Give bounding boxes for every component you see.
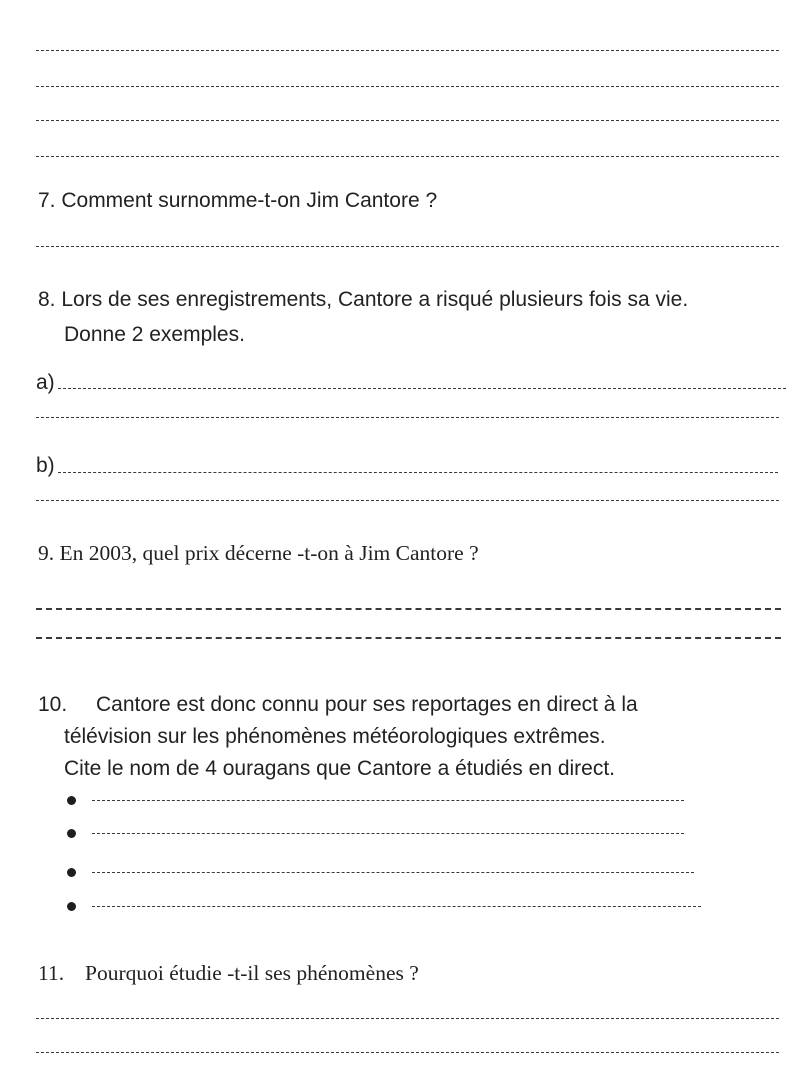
answer-line-q9 [36,608,781,610]
bullet-answer-line-4 [92,906,701,907]
bullet-icon [67,829,76,838]
answer-line [36,156,779,157]
question-11 [38,958,419,988]
question-11-number: 11. [38,961,65,985]
answer-line-a [58,388,786,389]
question-10-line1 [38,690,638,720]
question-8-line2: Donne 2 exemples. [64,323,245,346]
bullet-icon [67,902,76,911]
question-8-line1: 8. Lors de ses enregistrements, Cantore a risqué plusieurs fois sa vie. [38,288,689,311]
bullet-icon [67,796,76,805]
question-10-number: 10. [38,693,68,716]
answer-line-a-cont [36,417,779,418]
answer-line [36,50,779,51]
answer-line-b [58,472,778,473]
question-10-text-line1: Cantore est donc connu pour ses reportages en direct à la [96,693,638,716]
question-9: 9. En 2003, quel prix décerne -t-on à Jim Cantore ? [38,541,479,565]
answer-line-q9-2 [36,637,781,639]
answer-line-q11 [36,1018,779,1019]
question-11-text: Pourquoi étudie -t-il ses phénomènes ? [85,961,419,985]
question-10-line2: télévision sur les phénomènes météorologiques extrêmes. [64,725,606,748]
answer-line-b-cont [36,500,779,501]
answer-label-a: a) [36,371,55,394]
question-10-line3: Cite le nom de 4 ouragans que Cantore a étudiés en direct. [64,757,616,780]
answer-line-q7 [36,246,779,247]
answer-line [36,86,779,87]
bullet-answer-line-2 [92,833,684,834]
question-7: 7. Comment surnomme-t-on Jim Cantore ? [38,189,438,212]
bullet-answer-line-3 [92,872,694,873]
answer-label-b: b) [36,454,55,477]
bullet-answer-line-1 [92,800,684,801]
bullet-icon [67,868,76,877]
answer-line-q11-2 [36,1052,779,1053]
answer-line [36,120,779,121]
